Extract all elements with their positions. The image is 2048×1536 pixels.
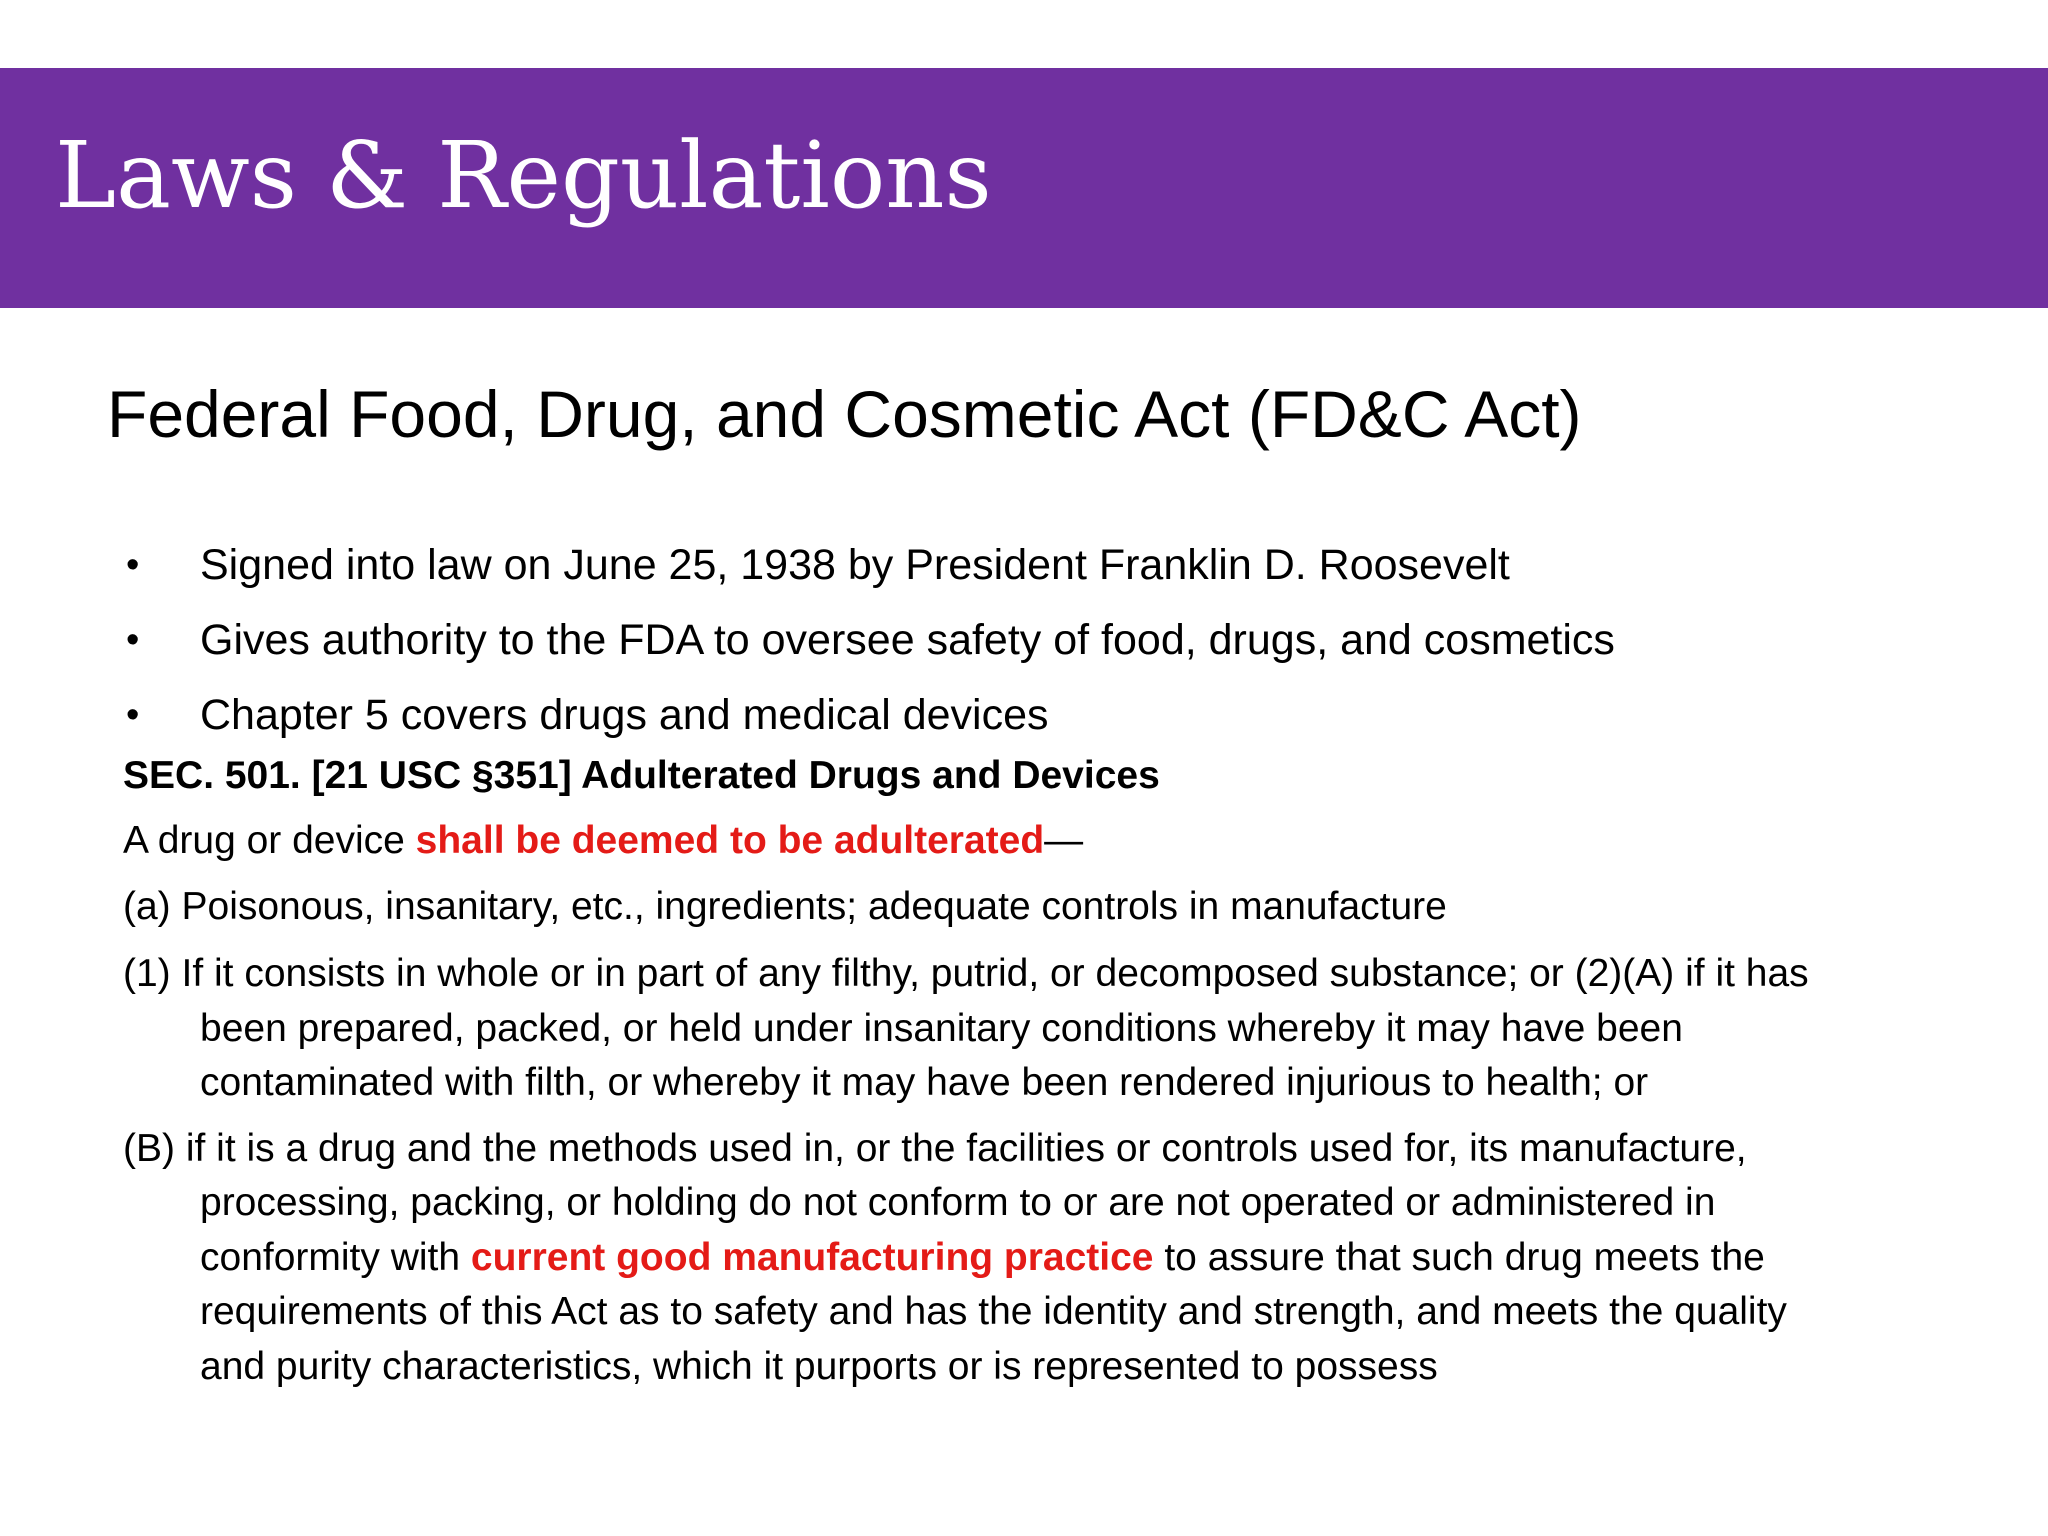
clause-a: (a) Poisonous, insanitary, etc., ingredients; adequate controls in manufacture — [123, 885, 1447, 928]
clause-b-text-end: to assure that such drug meets the requirements of this Act as to safety and has the identity and strength, and meets the quality and purity characteristics, which it purports or is represented to possess — [200, 1235, 1787, 1388]
bullet-item — [120, 678, 1615, 753]
bullet-marker: • — [126, 619, 140, 661]
bullet-marker: • — [126, 544, 140, 586]
section-heading: SEC. 501. [21 USC §351] Adulterated Drugs and Devices — [123, 754, 1160, 797]
statute-intro — [123, 815, 1823, 867]
clause-1: (1) If it consists in whole or in part of any filthy, putrid, or decomposed substance; or (2)(A) if it has been prepared, packed, or held under insanitary conditions whereby it may have been contaminated with filth, or whereby it may have been rendered injurious to health; or — [123, 952, 1809, 1104]
bullet-text: Gives authority to the FDA to oversee safety of food, drugs, and cosmetics — [200, 616, 1615, 664]
bullet-text: Chapter 5 covers drugs and medical devices — [200, 691, 1049, 739]
slide-title: Laws & Regulations — [55, 122, 992, 229]
bullet-marker: • — [126, 694, 140, 736]
clause-b-emphasis: current good manufacturing practice — [470, 1235, 1154, 1279]
clause-b-text: (B) if it is a drug and the methods used in, or the facilities or controls used for, its manufacture, processing, packing, or holding do not conform to or are not operated or administered in conformity with — [123, 1126, 1747, 1279]
statute-excerpt — [123, 750, 1823, 1405]
bullet-text: Signed into law on June 25, 1938 by President Franklin D. Roosevelt — [200, 541, 1510, 589]
intro-emphasis: shall be deemed to be adulterated — [415, 819, 1045, 862]
intro-dash: — — [1044, 819, 1084, 862]
bullet-list — [120, 528, 1615, 753]
bullet-item — [120, 603, 1615, 678]
bullet-item — [120, 528, 1615, 603]
slide-subtitle: Federal Food, Drug, and Cosmetic Act (FD&C Act) — [107, 377, 1582, 451]
clause-b — [123, 1122, 1823, 1395]
intro-text: A drug or device — [123, 819, 416, 862]
